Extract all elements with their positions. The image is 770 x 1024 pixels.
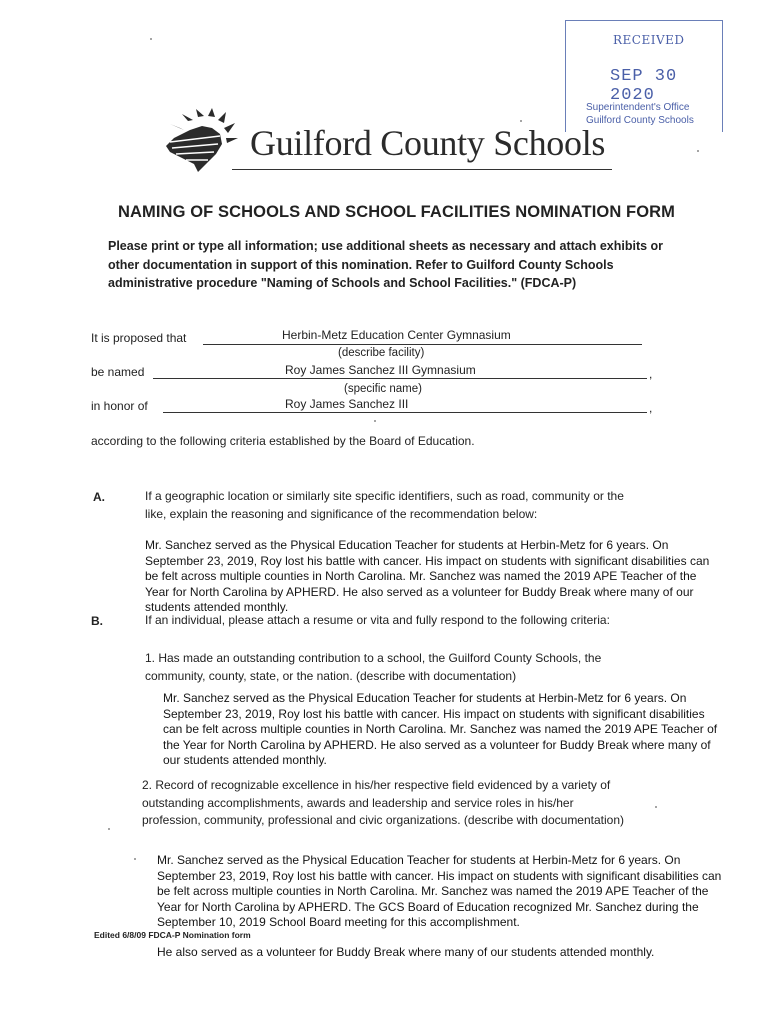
form-title: NAMING OF SCHOOLS AND SCHOOL FACILITIES NOMINATION FORM bbox=[118, 203, 676, 221]
proposed-underline bbox=[203, 344, 642, 345]
named-label: be named bbox=[91, 365, 145, 379]
named-field-value[interactable]: Roy James Sanchez III Gymnasium bbox=[285, 363, 476, 377]
criteria-intro: according to the following criteria established by the Board of Education. bbox=[91, 434, 475, 448]
named-hint: (specific name) bbox=[344, 383, 422, 395]
item2-response-tail[interactable]: He also served as a volunteer for Buddy Break where many of our students attended monthly. bbox=[157, 945, 655, 959]
named-underline bbox=[153, 378, 647, 379]
header-rule bbox=[232, 169, 612, 170]
form-intro: Please print or type all information; use additional sheets as necessary and attach exhibits or other documentation in support of this nomination. Refer to Guilford County Schools administrative procedure "Naming of Schools and School Facilities." (FDCA-P) bbox=[108, 239, 664, 290]
scan-speck bbox=[655, 806, 657, 808]
section-a-response[interactable]: Mr. Sanchez served as the Physical Education Teacher for students at Herbin-Metz for 6 years. On September 23, 2019, Roy lost his battle with cancer. His impact on students with significant disabilities can be felt across multiple counties in North Carolina. Mr. Sanchez was named the 2019 APE Teacher of the Year for North Carolina by APHERD. He also served as a volunteer for Buddy Break where many of our students attended monthly. bbox=[145, 538, 710, 614]
named-comma: , bbox=[649, 367, 653, 381]
stamp-received-text: RECEIVED bbox=[613, 33, 685, 47]
item2-prompt: 2. Record of recognizable excellence in his/her respective field evidenced by a variety of outstanding accomplishments, awards and leadership and service roles in his/her profession, community, professional and civic organizations. (describe with documentation) bbox=[142, 778, 625, 827]
sunburst-map-logo-icon bbox=[160, 108, 250, 174]
item2-response[interactable]: Mr. Sanchez served as the Physical Education Teacher for students at Herbin-Metz for 6 years. On September 23, 2019, Roy lost his battle with cancer. His impact on students with significant disabilities can be felt across multiple counties in North Carolina. Mr. Sanchez was named the 2019 APE Teacher of the Year for North Carolina by APHERD. The GCS Board of Education recognized Mr. Sanchez during the September 10, 2019 School Board meeting for this accomplishment. bbox=[157, 853, 722, 929]
item1-response[interactable]: Mr. Sanchez served as the Physical Education Teacher for students at Herbin-Metz for 6 years. On September 23, 2019, Roy lost his battle with cancer. His impact on students with significant disabilities can be felt across multiple counties in North Carolina. Mr. Sanchez was named the 2019 APE Teacher of the Year for North Carolina by APHERD. He also served as a volunteer for Buddy Break where many of our students attended monthly. bbox=[163, 691, 718, 767]
footer-edited-note: Edited 6/8/09 FDCA-P Nomination form bbox=[94, 930, 251, 940]
scan-speck bbox=[134, 858, 136, 860]
scan-speck bbox=[374, 420, 376, 422]
org-name: Guilford County Schools bbox=[250, 123, 606, 163]
section-a-letter: A. bbox=[93, 490, 105, 504]
proposed-label: It is proposed that bbox=[91, 331, 187, 345]
received-stamp bbox=[565, 20, 723, 132]
section-b-prompt: If an individual, please attach a resume or vita and fully respond to the following criteria: bbox=[145, 613, 610, 627]
stamp-office-line1: Superintendent's Office bbox=[586, 102, 690, 113]
honor-field-value[interactable]: Roy James Sanchez III bbox=[285, 397, 409, 411]
stamp-office-line2: Guilford County Schools bbox=[586, 115, 694, 126]
item1-prompt: 1. Has made an outstanding contribution to a school, the Guilford County Schools, the community, county, state, or the nation. (describe with documentation) bbox=[145, 651, 602, 683]
honor-label: in honor of bbox=[91, 399, 148, 413]
proposed-hint: (describe facility) bbox=[338, 347, 425, 359]
honor-comma: , bbox=[649, 401, 653, 415]
section-a-prompt: If a geographic location or similarly site specific identifiers, such as road, community or the like, explain the reasoning and significance of the recommendation below: bbox=[145, 489, 624, 521]
scan-speck bbox=[697, 150, 699, 152]
honor-underline bbox=[163, 412, 647, 413]
scan-speck bbox=[150, 38, 152, 40]
stamp-date: SEP 30 2020 bbox=[610, 67, 678, 105]
proposed-field-value[interactable]: Herbin-Metz Education Center Gymnasium bbox=[282, 328, 511, 342]
scan-speck bbox=[520, 120, 522, 122]
section-b-letter: B. bbox=[91, 614, 103, 628]
scan-speck bbox=[108, 828, 110, 830]
